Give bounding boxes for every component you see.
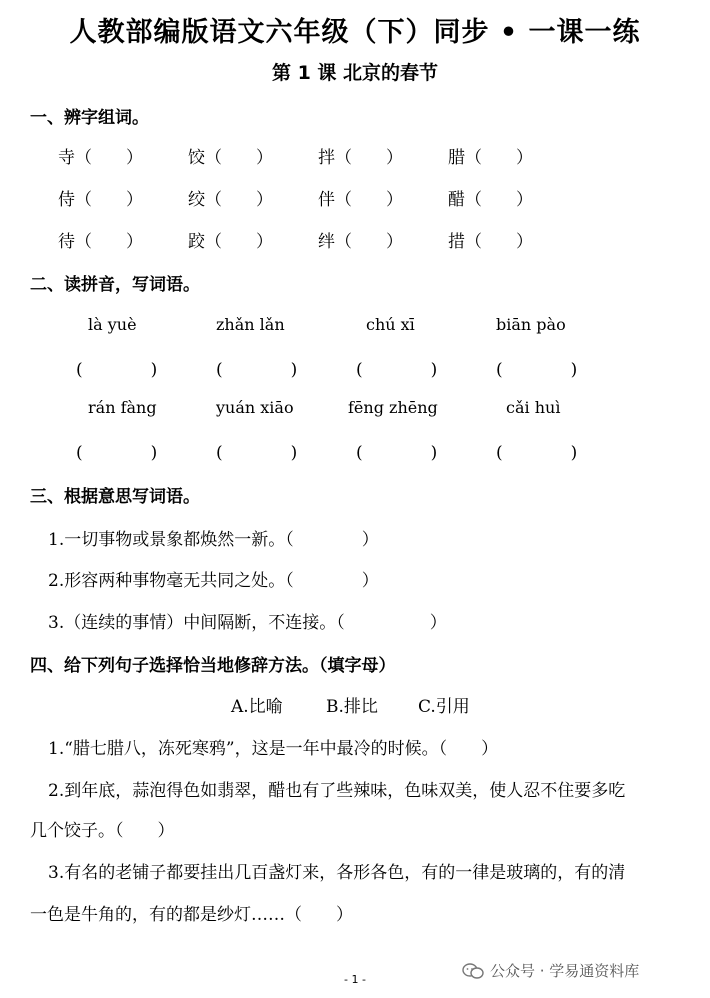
char-cell: 醋（ ） [448,190,533,210]
watermark-text: 公众号 · 学易通资料库 [490,962,640,980]
answer-blank: ( ) [216,443,298,463]
char-cell: 绞（ ） [188,190,273,210]
pinyin-label: cǎi huì [506,398,561,417]
question-item: 1.“腊七腊八，冻死寒鸦”，这是一年中最冷的时候。（ ） [48,739,499,759]
question-item-cont: 一色是牛角的，有的都是纱灯……（ ） [30,905,353,925]
section1-heading: 一、辨字组词。 [30,108,149,128]
wechat-icon [462,963,484,979]
question-item: 2.到年底，蒜泡得色如翡翠，醋也有了些辣味，色味双美，使人忍不住要多吃 [48,781,626,801]
pinyin-label: biān pào [496,315,566,334]
option-b: B.排比 [326,697,378,717]
pinyin-label: rán fàng [88,398,157,417]
question-item: 3.有名的老铺子都要挂出几百盏灯来，各形各色，有的一律是玻璃的，有的清 [48,863,626,883]
pinyin-label: zhǎn lǎn [216,315,285,334]
answer-blank: ( ) [356,443,438,463]
char-cell: 待（ ） [58,232,143,252]
section2-heading: 二、读拼音，写词语。 [30,275,200,295]
question-item-cont: 几个饺子。（ ） [30,821,175,841]
char-cell: 拌（ ） [318,148,403,168]
char-cell: 绊（ ） [318,232,403,252]
section3-heading: 三、根据意思写词语。 [30,487,200,507]
char-cell: 寺（ ） [58,148,143,168]
pinyin-label: là yuè [88,315,137,334]
question-item: 3.（连续的事情）中间隔断，不连接。（ ） [48,613,447,633]
answer-blank: ( ) [216,360,298,380]
char-cell: 饺（ ） [188,148,273,168]
char-cell: 伴（ ） [318,190,403,210]
answer-blank: ( ) [76,360,158,380]
option-c: C.引用 [418,697,470,717]
char-cell: 侍（ ） [58,190,143,210]
option-a: A.比喻 [231,697,283,717]
pinyin-label: chú xī [366,315,415,334]
section4-heading: 四、给下列句子选择恰当地修辞方法。（填字母） [30,656,396,676]
answer-blank: ( ) [496,443,578,463]
char-cell: 跤（ ） [188,232,273,252]
pinyin-label: yuán xiāo [216,398,294,417]
page-title: 人教部编版语文六年级（下）同步 • 一课一练 [69,17,641,48]
answer-blank: ( ) [496,360,578,380]
char-cell: 腊（ ） [448,148,533,168]
char-cell: 措（ ） [448,232,533,252]
page-number: - 1 - [344,973,366,986]
answer-blank: ( ) [356,360,438,380]
pinyin-label: fēng zhēng [348,398,438,417]
watermark [462,960,639,981]
question-item: 1.一切事物或景象都焕然一新。（ ） [48,530,379,550]
lesson-title: 第 1 课 北京的春节 [271,62,439,84]
question-item: 2.形容两种事物毫无共同之处。（ ） [48,571,379,591]
answer-blank: ( ) [76,443,158,463]
